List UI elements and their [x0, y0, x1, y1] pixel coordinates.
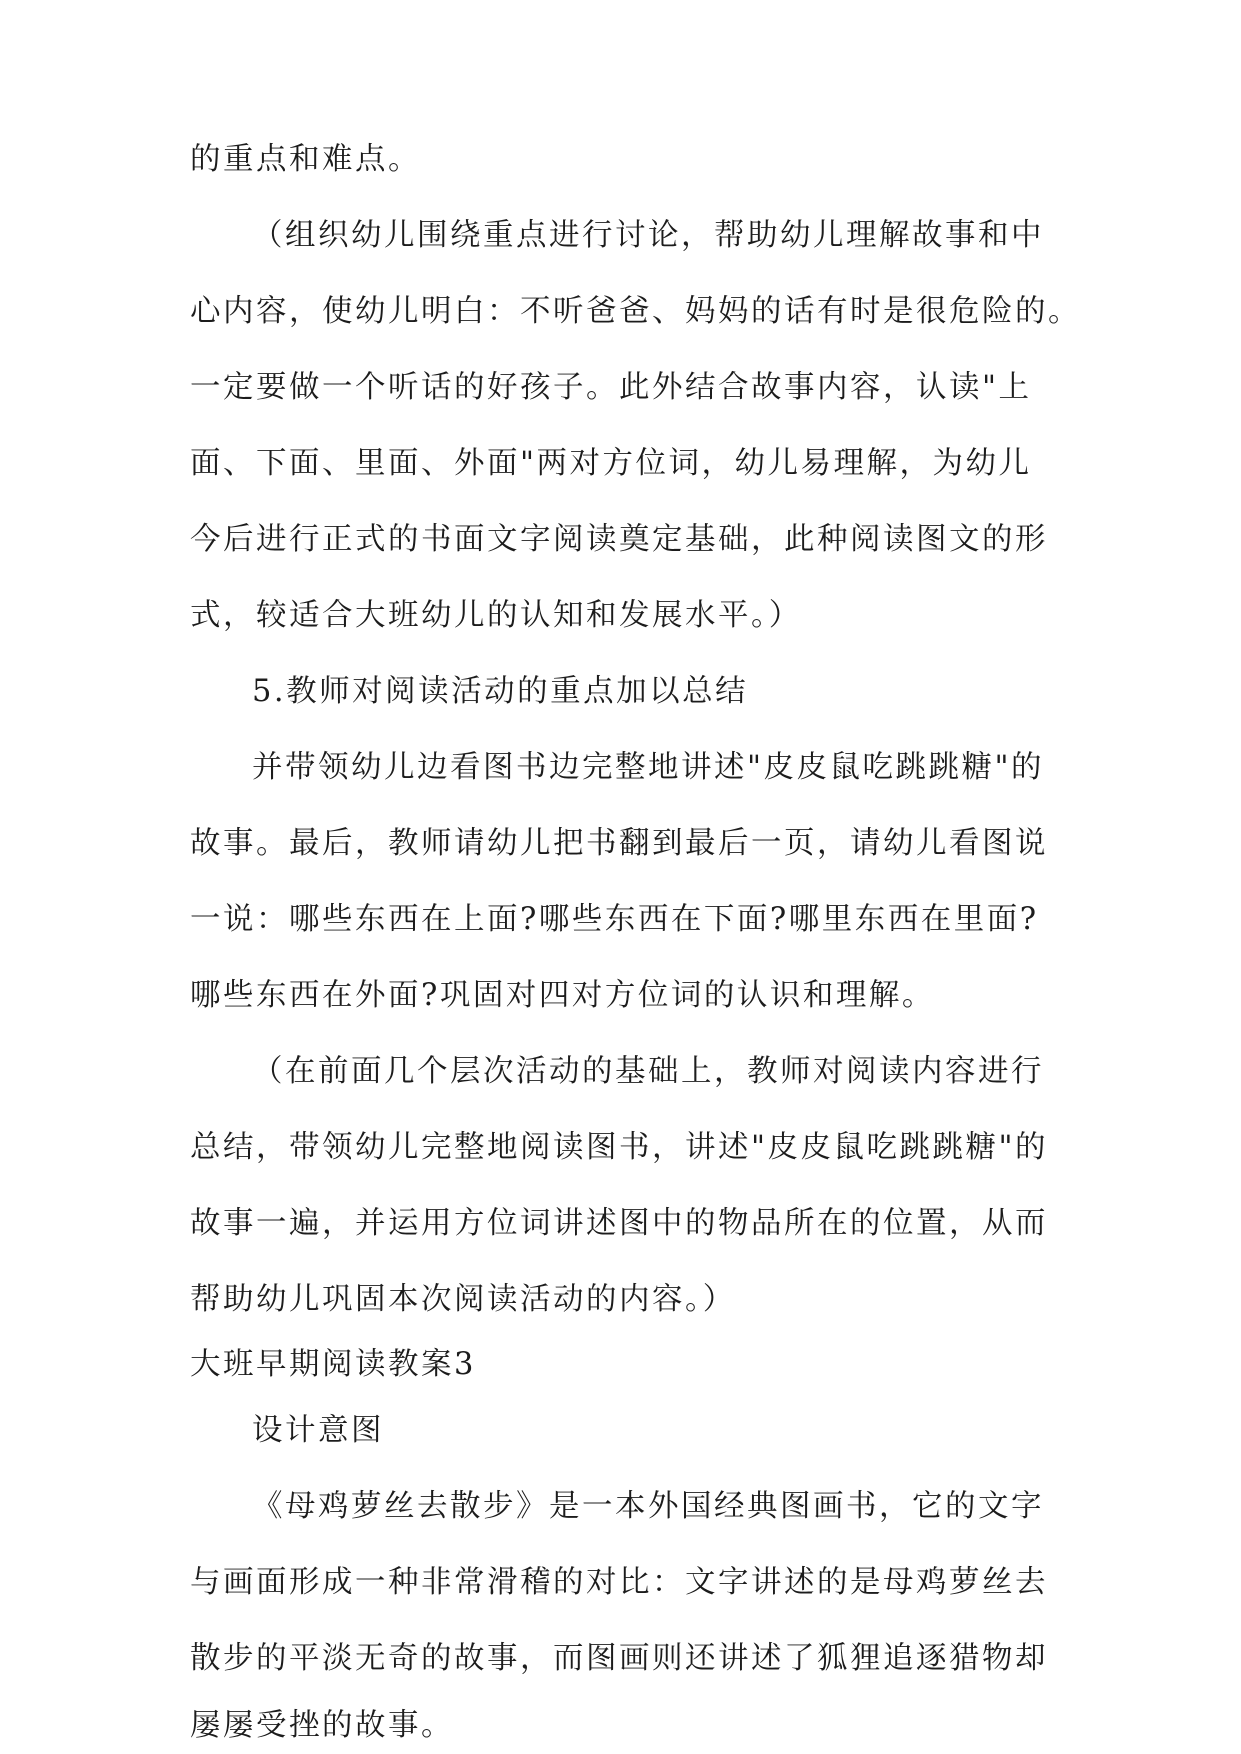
subsection-heading: 设计意图	[252, 1413, 384, 1448]
text-line: 与画面形成一种非常滑稽的对比：文字讲述的是母鸡萝丝去	[190, 1565, 1048, 1600]
section-item-heading: 5.教师对阅读活动的重点加以总结	[252, 674, 749, 709]
text-line: 屡屡受挫的故事。	[190, 1708, 454, 1743]
text-line: 心内容，使幼儿明白：不听爸爸、妈妈的话有时是很危险的。	[190, 294, 1081, 329]
text-line: 的重点和难点。	[190, 142, 421, 177]
text-line: 今后进行正式的书面文字阅读奠定基础，此种阅读图文的形	[190, 522, 1048, 557]
text-line: 哪些东西在外面?巩固对四对方位词的认识和理解。	[190, 978, 935, 1013]
text-line: 式，较适合大班幼儿的认知和发展水平。）	[190, 598, 802, 633]
text-line: 散步的平淡无奇的故事，而图画则还讲述了狐狸追逐猎物却	[190, 1641, 1048, 1676]
text-line: 《母鸡萝丝去散步》是一本外国经典图画书，它的文字	[252, 1489, 1044, 1524]
text-line: （在前面几个层次活动的基础上，教师对阅读内容进行	[252, 1054, 1044, 1089]
section-title: 大班早期阅读教案3	[190, 1347, 476, 1382]
text-line: 总结，带领幼儿完整地阅读图书，讲述"皮皮鼠吃跳跳糖"的	[190, 1130, 1049, 1165]
text-line: 并带领幼儿边看图书边完整地讲述"皮皮鼠吃跳跳糖"的	[252, 750, 1045, 785]
text-line: 帮助幼儿巩固本次阅读活动的内容。）	[190, 1282, 736, 1317]
text-line: （组织幼儿围绕重点进行讨论，帮助幼儿理解故事和中	[252, 218, 1044, 253]
text-line: 一定要做一个听话的好孩子。此外结合故事内容，认读"上	[190, 370, 1032, 405]
text-line: 故事。最后，教师请幼儿把书翻到最后一页，请幼儿看图说	[190, 826, 1048, 861]
text-line: 面、下面、里面、外面"两对方位词，幼儿易理解，为幼儿	[190, 446, 1032, 481]
text-line: 一说：哪些东西在上面?哪些东西在下面?哪里东西在里面?	[190, 902, 1039, 937]
text-line: 故事一遍，并运用方位词讲述图中的物品所在的位置，从而	[190, 1206, 1048, 1241]
